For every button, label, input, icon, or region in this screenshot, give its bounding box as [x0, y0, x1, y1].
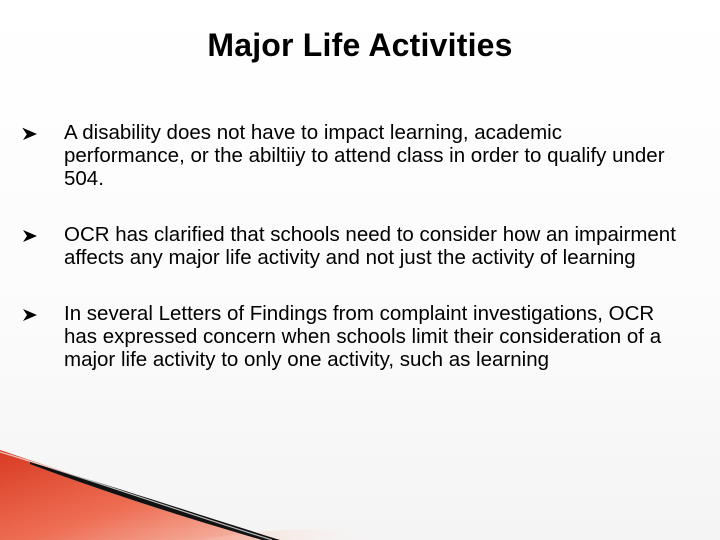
bullet-list: [22, 121, 682, 371]
bullet-item: [22, 302, 682, 371]
bullet-text: A disability does not have to impact learning, academic performance, or the abiltiiy to attend class in order to qualify under 504.: [64, 121, 665, 190]
bullet-text: OCR has clarified that schools need to consider how an impairment affects any major life activity and not just the activity of learning: [64, 223, 676, 269]
arrowhead-bullet-icon: [22, 229, 38, 243]
bullet-item: [22, 223, 682, 269]
decorative-swoosh: [0, 450, 720, 540]
slide-title: Major Life Activities: [207, 27, 513, 63]
bullet-text: In several Letters of Findings from complaint investigations, OCR has expressed concern when schools limit their consideration of a major life activity to only one activity, such as learning: [64, 302, 662, 371]
red-wedge: [0, 450, 280, 540]
arrowhead-bullet-icon: [22, 308, 38, 322]
arrowhead-bullet-icon: [22, 127, 38, 141]
bullet-item: [22, 121, 682, 190]
